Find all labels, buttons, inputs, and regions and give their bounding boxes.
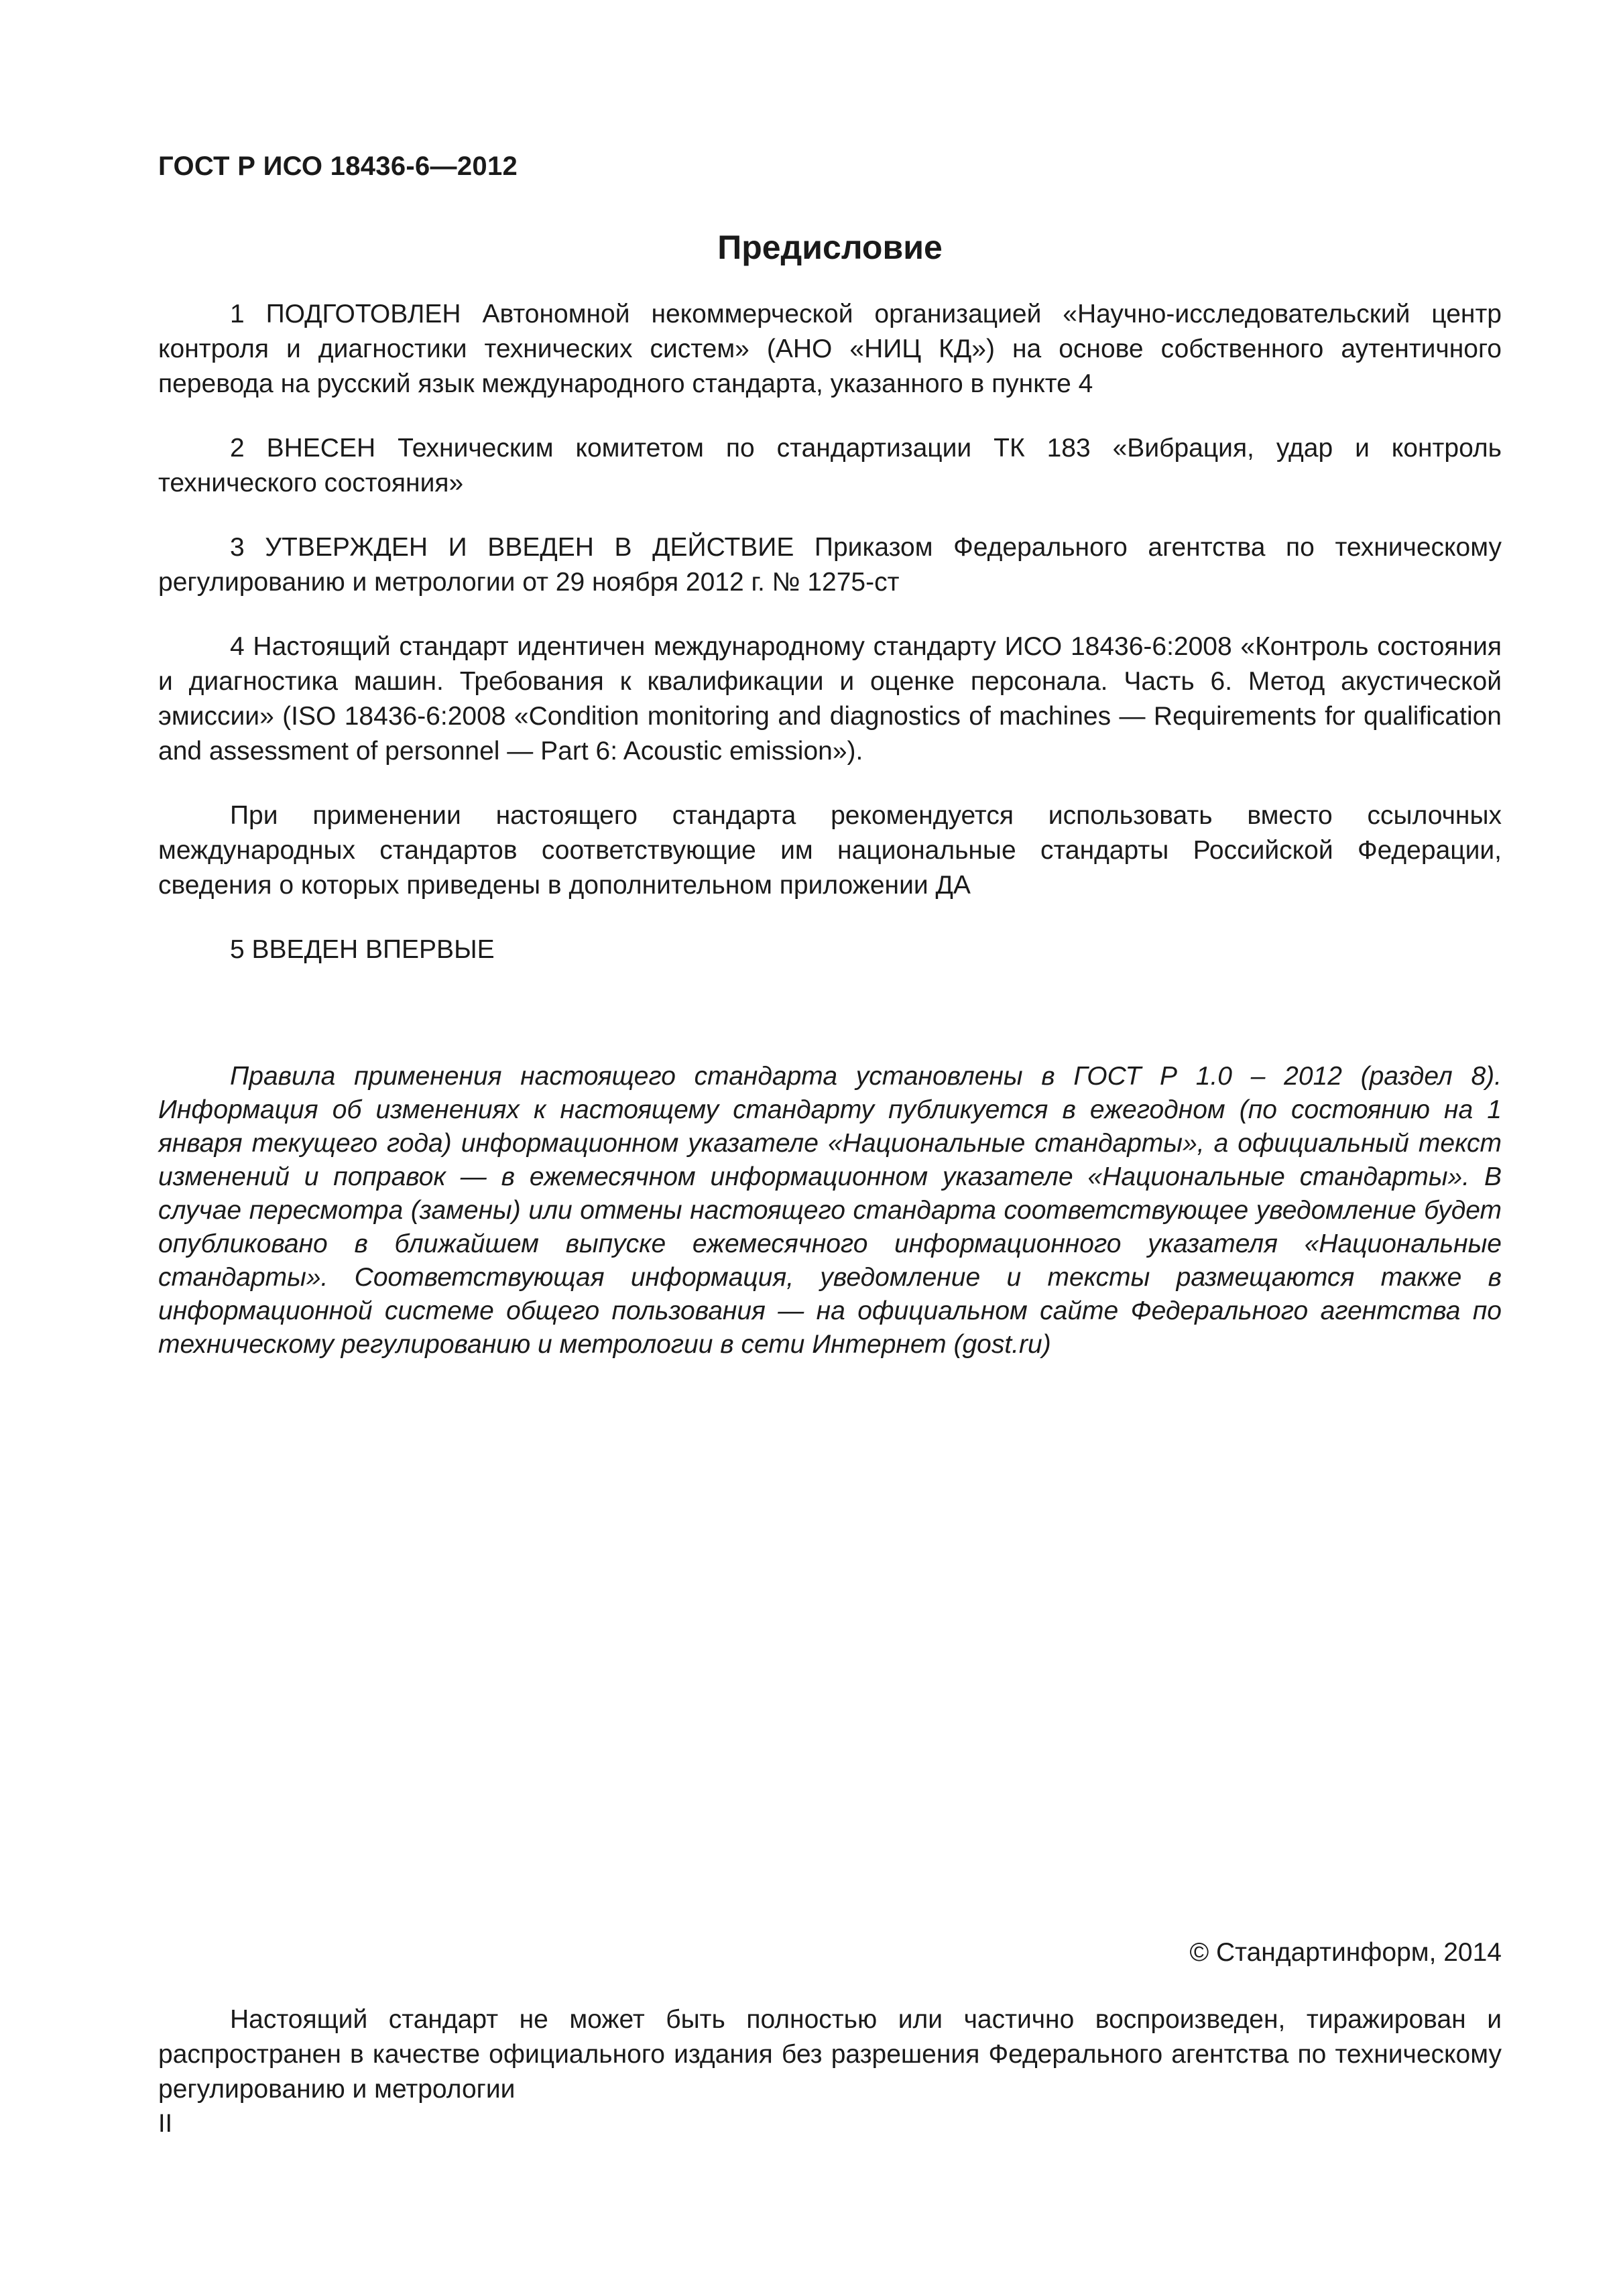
page-number: II [158, 2110, 173, 2138]
application-rules-notice: Правила применения настоящего стандарта установлены в ГОСТ Р 1.0 – 2012 (раздел 8). Информация об изменениях к настоящему стандарту публикуется в ежегодном (по состоянию на 1 января текущего года) информационном указателе «Национальные стандарты», а официальный текст изменений и поправок — в ежемесячном информационном указателе «Национальные стандарты». В случае пересмотра (замены) или отмены настоящего стандарта соответствующее уведомление будет опубликовано в ближайшем выпуске ежемесячного информационного указателя «Национальные стандарты». Соответствующая информация, уведомление и тексты размещаются также в информационной системе общего пользования — на официальном сайте Федерального агентства по техническому регулированию и метрологии в сети Интернет (gost.ru) [158, 1062, 1502, 1359]
reproduction-notice: Настоящий стандарт не может быть полностью или частично воспроизведен, тиражирован и распространен в качестве официального издания без разрешения Федерального агентства по техническому регулированию и метрологии [158, 2005, 1502, 2104]
paragraph-introduced-first: 5 ВВЕДЕН ВПЕРВЫЕ [230, 935, 495, 964]
page-title: Предисловие [717, 229, 943, 266]
paragraph-prepared-by: 1 ПОДГОТОВЛЕН Автономной некоммерческой организацией «Научно-исследовательский центр контроля и диагностики технических систем» (АНО «НИЦ КД») на основе собственного аутентичного перевода на русский язык международного стандарта, указанного в пункте 4 [158, 300, 1502, 398]
foreword-body [158, 297, 1502, 997]
paragraph-references-note: При применении настоящего стандарта рекомендуется использовать вместо ссылочных международных стандартов соответствующие им национальные стандарты Российской Федерации, сведения о которых приведены в дополнительном приложении ДА [158, 801, 1502, 900]
paragraph-approved: 3 УТВЕРЖДЕН И ВВЕДЕН В ДЕЙСТВИЕ Приказом Федерального агентства по техническому регулированию и метрологии от 29 ноября 2012 г. № 1275-ст [158, 533, 1502, 597]
copyright-line: © Стандартинформ, 2014 [1189, 1938, 1502, 1967]
paragraph-identical-standard: 4 Настоящий стандарт идентичен международному стандарту ИСО 18436-6:2008 «Контроль состояния и диагностика машин. Требования к квалификации и оценке персонала. Часть 6. Метод акустической эмиссии» (ISO 18436-6:2008 «Condition monitoring and diagnostics of machines — Requirements for qualification and assessment of personnel — Part 6: Acoustic emission»). [158, 632, 1502, 766]
paragraph-submitted-by: 2 ВНЕСЕН Техническим комитетом по стандартизации ТК 183 «Вибрация, удар и контроль технического состояния» [158, 434, 1502, 497]
standard-code-header: ГОСТ Р ИСО 18436-6—2012 [158, 152, 518, 181]
